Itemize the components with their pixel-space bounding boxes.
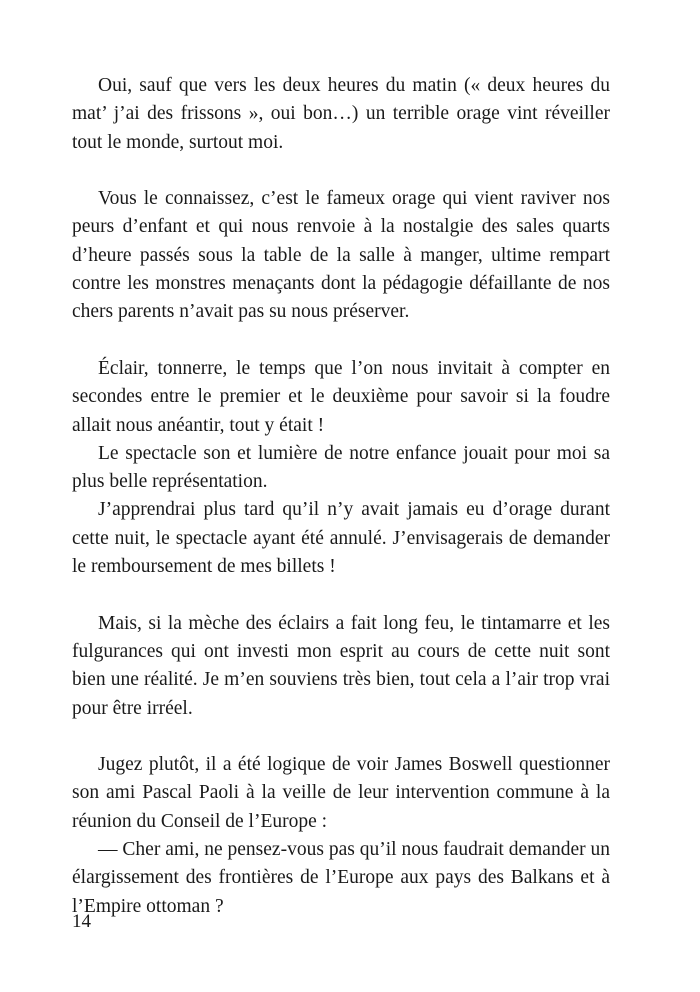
paragraph-3: Éclair, tonnerre, le temps que l’on nous invitait à compter en secondes entre le premier et le deuxième pour savoir si la foudre allait nous anéantir, tout y était ! [72, 357, 610, 436]
paragraph-6: Mais, si la mèche des éclairs a fait long feu, le tintamarre et les fulgurances qui ont investi mon esprit au cours de cette nuit sont bien une réalité. Je m’en souviens très bien, tout cela a l’air trop vrai pour être irréel. [72, 612, 610, 719]
page-number: 14 [72, 911, 91, 932]
paragraph-7: Jugez plutôt, il a été logique de voir James Boswell questionner son ami Pascal Paoli à la veille de leur intervention commune à la réunion du Conseil de l’Europe : [72, 754, 610, 832]
paragraph-1: Oui, sauf que vers les deux heures du matin (« deux heures du mat’ j’ai des frissons », oui bon…) un terrible orage vint réveiller tout le monde, surtout moi. [72, 75, 610, 153]
paragraph-5: J’apprendrai plus tard qu’il n’y avait jamais eu d’orage durant cette nuit, le spectacle ayant été annulé. J’envisagerais de demander le remboursement de mes billets ! [72, 499, 610, 578]
dialogue-line: — Cher ami, ne pensez-vous pas qu’il nous faudrait demander un élargissement des frontières de l’Europe aux pays des Balkans et à l’Empire ottoman ? [72, 839, 610, 917]
paragraph-4: Le spectacle son et lumière de notre enfance jouait pour moi sa plus belle représentation. [72, 442, 610, 493]
paragraph-2: Vous le connaissez, c’est le fameux orage qui vient raviver nos peurs d’enfant et qui nous renvoie à la nostalgie des sales quarts d’heure passés sous la table de la salle à manger, ultime rempart contre les monstres menaçants dont la pédagogie défaillante de nos chers parents n’avait pas su nous préserver. [72, 188, 610, 323]
body-text [72, 72, 610, 921]
